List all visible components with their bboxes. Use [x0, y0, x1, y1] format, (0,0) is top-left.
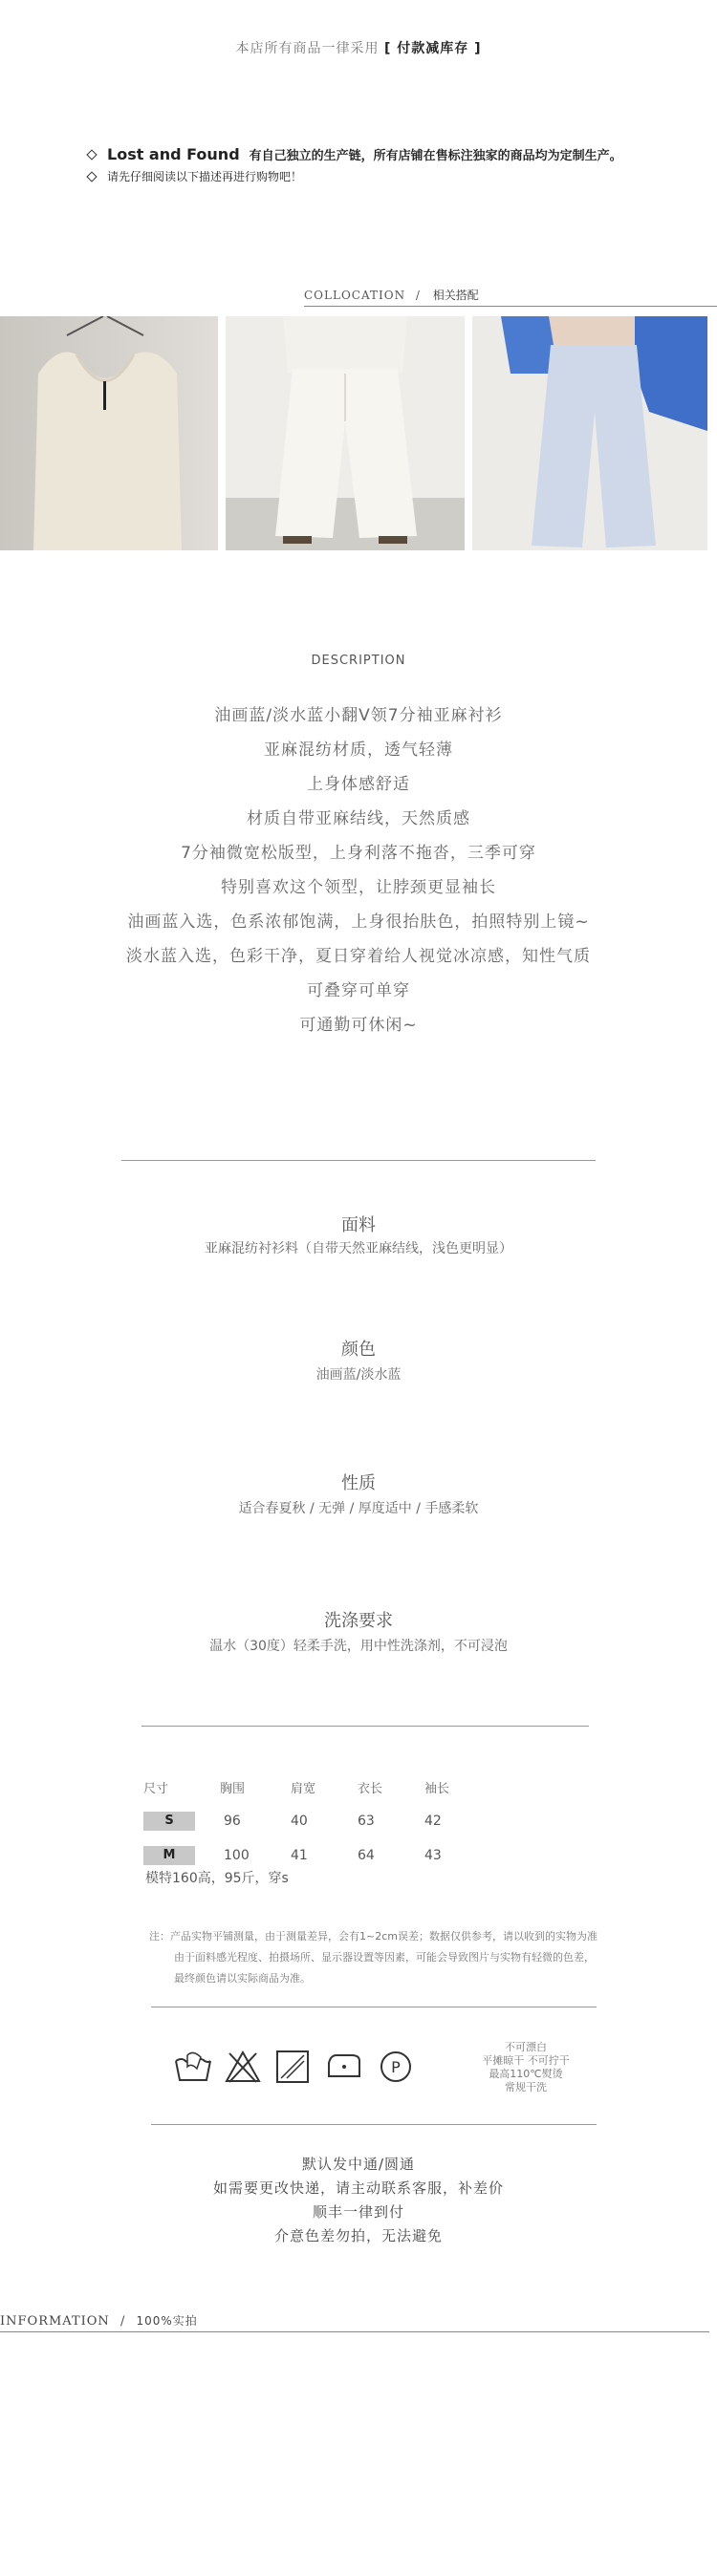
color-value: 油画蓝/淡水蓝: [315, 1367, 402, 1383]
shipping-line: 默认发中通/圆通: [301, 2156, 416, 2173]
collocation-divider: [304, 306, 717, 307]
collocation-sep: /: [415, 289, 421, 302]
section-divider: [141, 1726, 589, 1727]
light-blue-pants-photo[interactable]: [472, 316, 707, 550]
information-divider: [0, 2331, 709, 2332]
care-line: 平摊晾干 不可拧干: [482, 2054, 570, 2067]
description-title: DESCRIPTION: [311, 654, 406, 668]
shipping-line: 介意色差勿拍，无法避免: [273, 2227, 443, 2244]
collocation-en: COLLOCATION: [304, 289, 406, 302]
property-title: 性质: [341, 1473, 376, 1493]
intro-text-2: 请先仔细阅读以下描述再进行购物吧！: [107, 170, 303, 183]
description-line: 材质自带亚麻结线，天然质感: [247, 809, 470, 828]
collocation-cn: 相关搭配: [432, 289, 479, 302]
svg-text:P: P: [391, 2058, 401, 2076]
hand-wash-icon: [172, 2050, 214, 2088]
table-header: 衣长: [358, 1781, 383, 1796]
description-line: 亚麻混纺材质，透气轻薄: [264, 741, 453, 760]
color-title: 颜色: [341, 1340, 376, 1360]
table-header: 尺寸: [143, 1781, 169, 1796]
care-line: 不可漂白: [505, 2041, 547, 2053]
table-cell: 43: [424, 1848, 442, 1863]
size-table: [143, 1770, 491, 1873]
shipping-line: 顺丰一律到付: [312, 2203, 404, 2221]
care-line: 最高110℃熨烫: [489, 2068, 563, 2080]
care-instructions: [459, 2041, 593, 2094]
intro-line-1: [88, 145, 622, 163]
section-divider: [121, 1160, 596, 1161]
table-header: 胸围: [220, 1781, 246, 1796]
table-header-row: [143, 1770, 491, 1804]
note-line: 最终颜色请以实际商品为准。: [174, 1972, 311, 1985]
description-line: 油画蓝入选，色系浓郁饱满，上身很抬肤色，拍照特别上镜~: [127, 912, 590, 932]
property-value: 适合春夏秋 / 无弹 / 厚度适中 / 手感柔软: [238, 1501, 479, 1516]
description-line: 特别喜欢这个领型，让脖颈更显袖长: [221, 878, 496, 897]
fabric-title: 面料: [341, 1215, 376, 1235]
table-cell: 96: [224, 1814, 241, 1829]
fabric-value: 亚麻混纺衬衫料（自带天然亚麻结线，浅色更明显）: [205, 1241, 512, 1256]
no-bleach-icon: [224, 2050, 262, 2088]
note-line: 由于面料感光程度、拍摄场所、显示器设置等因素，可能会导致图片与实物有轻微的色差，: [174, 1951, 595, 1964]
table-row: [143, 1804, 491, 1838]
shipping-line: 如需要更改快递，请主动联系客服，补差价: [212, 2179, 504, 2197]
information-cn: 100%实拍: [136, 2314, 198, 2328]
dry-clean-icon: [379, 2050, 413, 2088]
intro-line-2: [88, 168, 302, 184]
table-cell: 100: [224, 1848, 250, 1863]
description-line: 7分袖微宽松版型，上身利落不拖沓，三季可穿: [181, 844, 536, 863]
table-cell: 41: [291, 1848, 308, 1863]
description-line: 可叠穿可单穿: [307, 981, 410, 1000]
information-en: INFORMATION: [0, 2314, 110, 2329]
measurement-note: [151, 1926, 600, 1989]
table-cell: 42: [424, 1814, 442, 1829]
description-line: 淡水蓝入选，色彩干净，夏日穿着给人视觉冰凉感，知性气质: [126, 947, 591, 966]
white-wide-pants-photo[interactable]: [226, 316, 465, 550]
size-badge: S: [143, 1812, 195, 1831]
model-info: 模特160高，95斤，穿s: [145, 1871, 289, 1886]
table-cell: 63: [358, 1814, 375, 1829]
intro-text-1: 有自己独立的生产链，所有店铺在售标注独家的商品均为定制生产。: [249, 149, 622, 163]
brand-name: Lost and Found: [107, 145, 240, 163]
collocation-header: [304, 287, 479, 303]
notice-highlight: [ 付款减库存 ]: [383, 41, 482, 56]
table-cell: 64: [358, 1848, 375, 1863]
size-badge: M: [143, 1846, 195, 1865]
table-header: 肩宽: [291, 1781, 316, 1796]
table-header: 袖长: [424, 1781, 450, 1796]
care-line: 常规干洗: [505, 2081, 547, 2093]
section-divider: [151, 2124, 597, 2125]
diamond-bullet-icon: [86, 171, 97, 182]
description-line: 可通勤可休闲~: [299, 1016, 418, 1035]
information-sep: /: [120, 2314, 126, 2329]
dry-flat-icon: [275, 2050, 310, 2088]
notice-prefix: 本店所有商品一律采用: [235, 41, 380, 56]
information-header: [0, 2312, 198, 2329]
note-line: 注：产品实物平铺测量，由于测量差异，会有1~2cm误差；数据仅供参考，请以收到的实物为准: [149, 1930, 598, 1943]
description-line: 上身体感舒适: [307, 775, 410, 794]
washing-title: 洗涤要求: [324, 1611, 393, 1631]
washing-value: 温水（30度）轻柔手洗，用中性洗涤剂，不可浸泡: [209, 1639, 508, 1654]
description-line: 油画蓝/淡水蓝小翻V领7分袖亚麻衬衫: [214, 706, 503, 725]
diamond-bullet-icon: [86, 149, 97, 160]
store-notice: [0, 38, 717, 57]
iron-icon: [325, 2050, 363, 2088]
table-cell: 40: [291, 1814, 308, 1829]
cream-tank-top-photo[interactable]: [0, 316, 218, 550]
